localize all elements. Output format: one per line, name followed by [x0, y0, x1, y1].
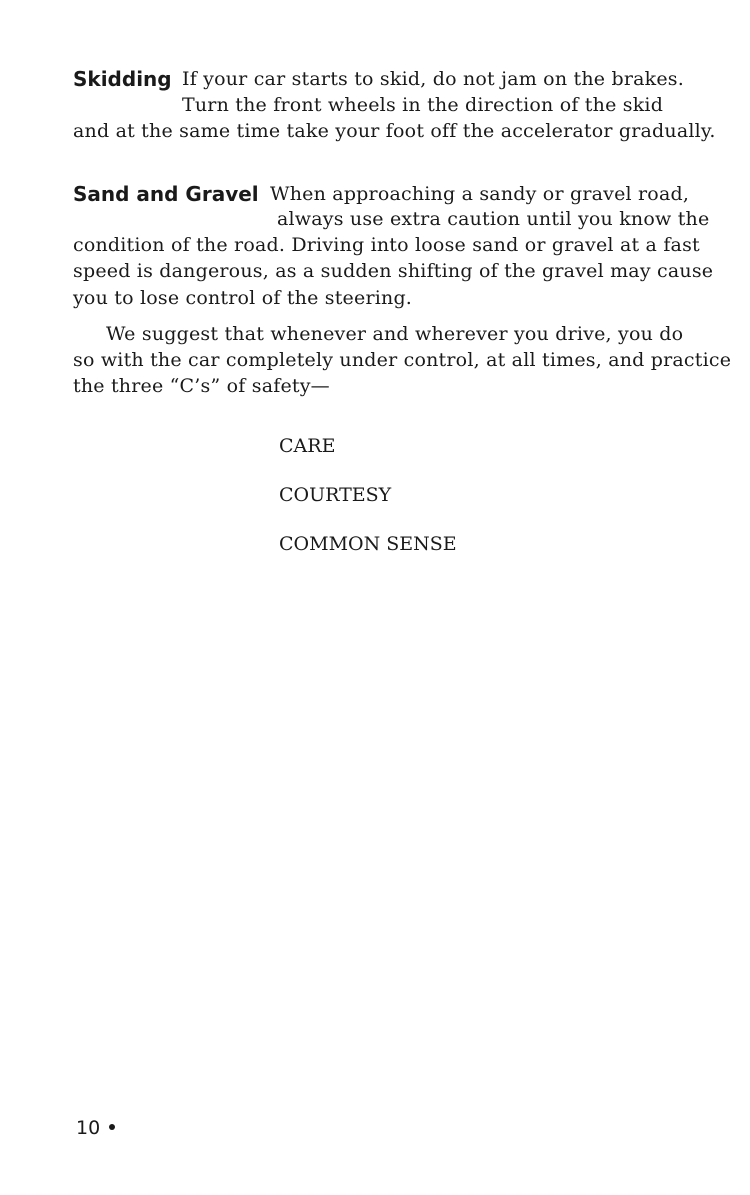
section-heading-skidding: Skidding [73, 67, 172, 91]
safety-item-common-sense: COMMON SENSE [279, 533, 457, 555]
paragraph-line: you to lose control of the steering. [73, 287, 413, 309]
paragraph-line: If your car starts to skid, do not jam on the brakes. [182, 68, 684, 90]
page-number [76, 1119, 115, 1138]
bullet-icon [109, 1124, 115, 1130]
safety-item-courtesy: COURTESY [279, 484, 392, 506]
paragraph-line: speed is dangerous, as a sudden shifting of the gravel may cause [73, 260, 714, 282]
paragraph-line: and at the same time take your foot off the accelerator gradually. [73, 120, 716, 142]
paragraph-line: Turn the front wheels in the direction of the skid [182, 94, 664, 116]
paragraph-line: the three “C’s” of safety— [73, 375, 330, 397]
paragraph-line: always use extra caution until you know the [277, 208, 710, 230]
paragraph-line: When approaching a sandy or gravel road, [270, 183, 690, 205]
paragraph-line: condition of the road. Driving into loose sand or gravel at a fast [73, 234, 700, 256]
page-number-text: 10 [76, 1117, 101, 1139]
paragraph-line: so with the car completely under control, at all times, and practice [73, 349, 732, 371]
section-heading-sand-and-gravel: Sand and Gravel [73, 182, 259, 206]
safety-item-care: CARE [279, 435, 336, 457]
paragraph-line: We suggest that whenever and wherever you drive, you do [106, 323, 684, 345]
